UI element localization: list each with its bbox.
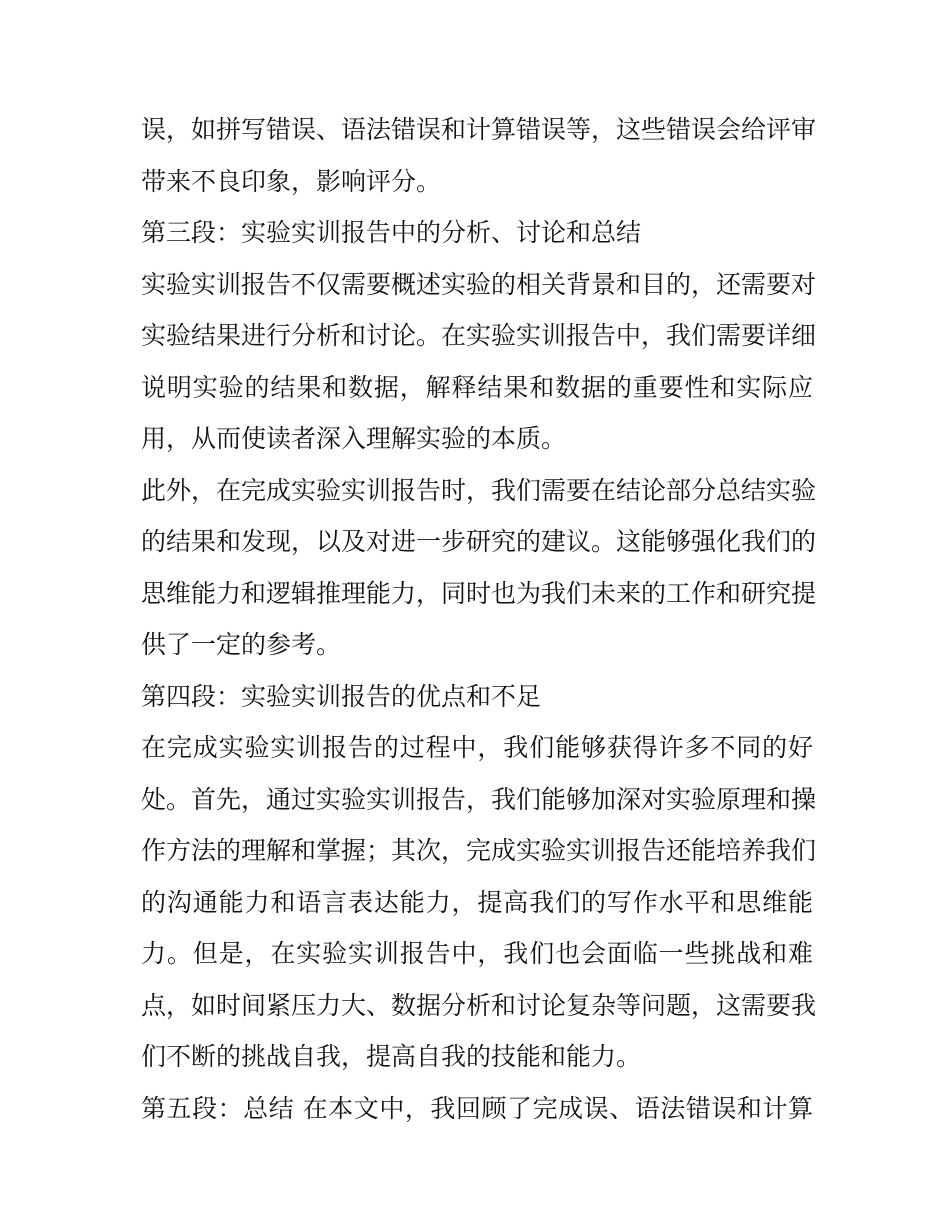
paragraph-line: 思维能力和逻辑推理能力，同时也为我们未来的工作和研究提 [141, 578, 817, 608]
section-heading-5: 第五段：总结 在本文中，我回顾了完成误、语法错误和计算 [141, 1093, 813, 1123]
paragraph-line: 处。首先，通过实验实训报告，我们能够加深对实验原理和操 [141, 784, 817, 814]
paragraph-line: 作方法的理解和掌握；其次，完成实验实训报告还能培养我们 [141, 836, 817, 865]
paragraph-line: 实验结果进行分析和讨论。在实验实训报告中，我们需要详细 [141, 321, 817, 350]
paragraph-line: 的沟通能力和语言表达能力，提高我们的写作水平和思维能 [141, 887, 813, 917]
paragraph-line: 说明实验的结果和数据，解释结果和数据的重要性和实际应 [141, 372, 813, 402]
section-heading-3: 第三段：实验实训报告中的分析、讨论和总结 [141, 218, 642, 247]
paragraph-line: 们不断的挑战自我，提高自我的技能和能力。 [141, 1042, 642, 1071]
paragraph-line: 用，从而使读者深入理解实验的本质。 [141, 424, 567, 453]
paragraph-line: 带来不良印象，影响评分。 [141, 166, 442, 196]
paragraph-line: 在完成实验实训报告的过程中，我们能够获得许多不同的好 [141, 733, 813, 762]
paragraph-line: 力。但是，在实验实训报告中，我们也会面临一些挑战和难 [141, 939, 813, 968]
section-heading-4: 第四段：实验实训报告的优点和不足 [141, 681, 542, 711]
paragraph-line: 供了一定的参考。 [141, 630, 342, 659]
paragraph-line: 误，如拼写错误、语法错误和计算错误等，这些错误会给评审 [141, 115, 817, 144]
paragraph-line: 的结果和发现，以及对进一步研究的建议。这能够强化我们的 [141, 527, 817, 556]
paragraph-line: 此外，在完成实验实训报告时，我们需要在结论部分总结实验 [141, 475, 817, 505]
paragraph-line: 实验实训报告不仅需要概述实验的相关背景和目的，还需要对 [141, 269, 817, 299]
paragraph-line: 点，如时间紧压力大、数据分析和讨论复杂等问题，这需要我 [141, 990, 817, 1020]
document-body [141, 104, 817, 1134]
